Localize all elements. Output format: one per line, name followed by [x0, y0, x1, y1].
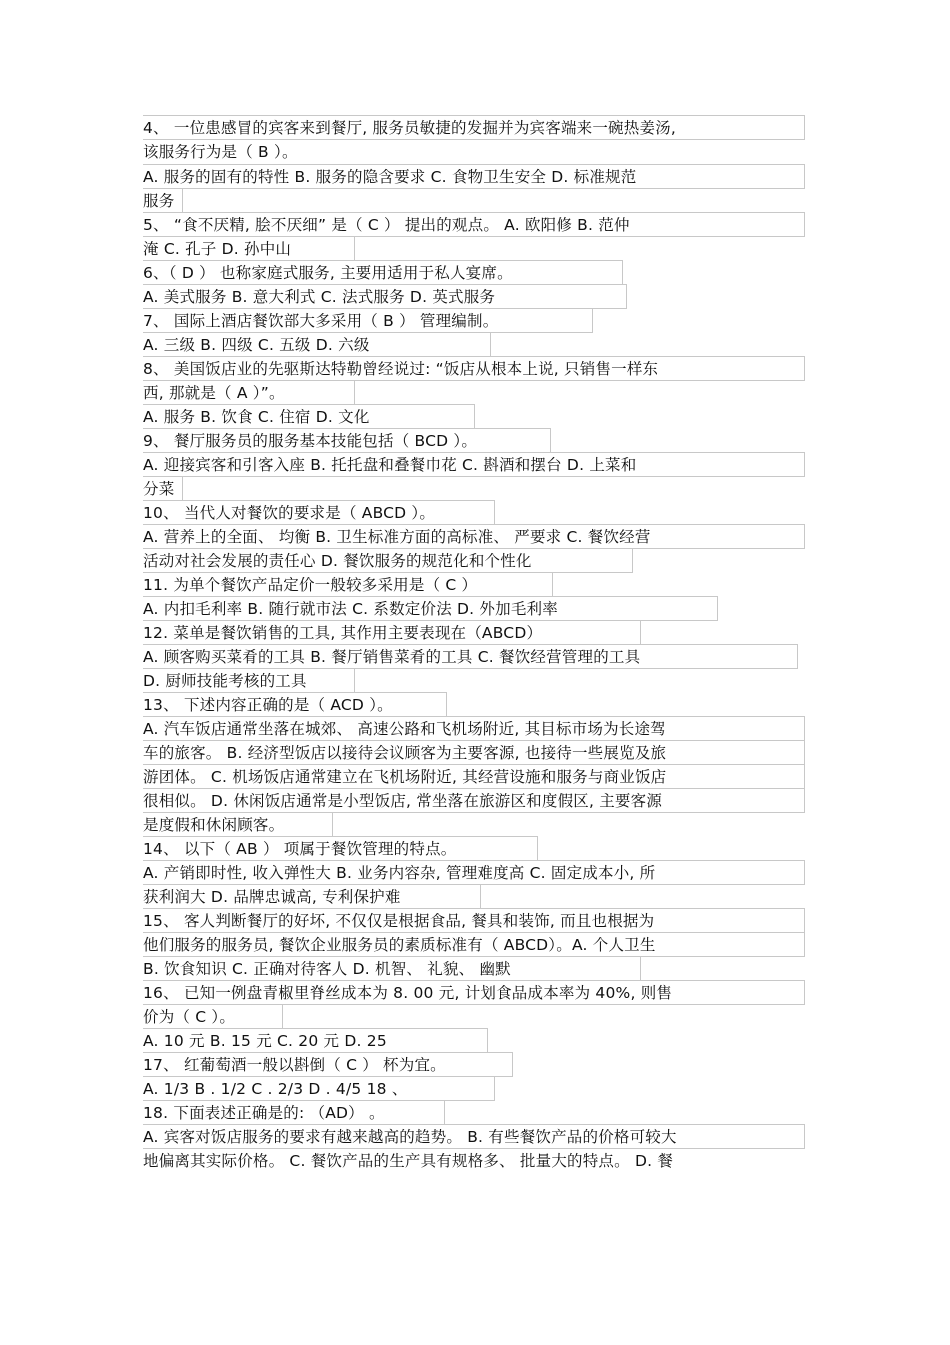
text-line: 分菜: [143, 476, 183, 501]
text-line: 11. 为单个餐饮产品定价一般较多采用是（ C ）: [143, 572, 553, 597]
text-line: 12. 菜单是餐饮销售的工具, 其作用主要表现在（ABCD）: [143, 620, 641, 645]
text-line: A. 迎接宾客和引客入座 B. 托托盘和叠餐巾花 C. 斟酒和摆台 D. 上菜和: [143, 452, 805, 477]
text-line: 5、 “食不厌精, 脍不厌细” 是（ C ） 提出的观点。 A. 欧阳修 B. 范仲: [143, 212, 805, 237]
text-line: 8、 美国饭店业的先驱斯达特勒曾经说过: “饭店从根本上说, 只销售一样东: [143, 356, 805, 381]
text-line: 13、 下述内容正确的是（ ACD ）。: [143, 692, 447, 717]
text-line: A. 产销即时性, 收入弹性大 B. 业务内容杂, 管理难度高 C. 固定成本小, 所: [143, 860, 805, 885]
text-line: 是度假和休闲顾客。: [143, 812, 333, 837]
text-line: A. 顾客购买菜肴的工具 B. 餐厅销售菜肴的工具 C. 餐饮经营管理的工具: [143, 644, 798, 669]
text-line: 他们服务的服务员, 餐饮企业服务员的素质标准有（ ABCD）。A. 个人卫生: [143, 932, 805, 957]
text-line: 6、（ D ） 也称家庭式服务, 主要用适用于私人宴席。: [143, 260, 623, 285]
text-line: A. 汽车饭店通常坐落在城郊、 高速公路和飞机场附近, 其目标市场为长途驾: [143, 716, 805, 741]
text-line: A. 宾客对饭店服务的要求有越来越高的趋势。 B. 有些餐饮产品的价格可较大: [143, 1124, 805, 1149]
text-line: A. 营养上的全面、 均衡 B. 卫生标准方面的高标准、 严要求 C. 餐饮经营: [143, 524, 805, 549]
text-line: D. 厨师技能考核的工具: [143, 668, 355, 693]
text-line: 10、 当代人对餐饮的要求是（ ABCD ）。: [143, 500, 495, 525]
text-line: A. 美式服务 B. 意大利式 C. 法式服务 D. 英式服务: [143, 284, 627, 309]
text-line: 4、 一位患感冒的宾客来到餐厅, 服务员敏捷的发掘并为宾客端来一碗热姜汤,: [143, 115, 805, 140]
text-line: A. 服务 B. 饮食 C. 住宿 D. 文化: [143, 404, 475, 429]
text-line: 西, 那就是（ A ）”。: [143, 380, 355, 405]
text-line: 7、 国际上酒店餐饮部大多采用（ B ） 管理编制。: [143, 308, 593, 333]
text-line: 16、 已知一例盘青椒里脊丝成本为 8. 00 元, 计划食品成本率为 40%, 则售: [143, 980, 805, 1005]
text-line: 车的旅客。 B. 经济型饭店以接待会议顾客为主要客源, 也接待一些展览及旅: [143, 740, 805, 765]
text-line: 价为（ C ）。: [143, 1004, 283, 1029]
text-line: 活动对社会发展的责任心 D. 餐饮服务的规范化和个性化: [143, 548, 633, 573]
text-line: 游团体。 C. 机场饭店通常建立在飞机场附近, 其经营设施和服务与商业饭店: [143, 764, 805, 789]
text-line: 18. 下面表述正确是的: （AD） 。: [143, 1100, 445, 1125]
text-line: A. 10 元 B. 15 元 C. 20 元 D. 25: [143, 1028, 488, 1053]
text-line: A. 服务的固有的特性 B. 服务的隐含要求 C. 食物卫生安全 D. 标准规范: [143, 164, 805, 189]
text-line: A. 内扣毛利率 B. 随行就市法 C. 系数定价法 D. 外加毛利率: [143, 596, 718, 621]
document-page: [143, 116, 805, 1174]
text-line: 9、 餐厅服务员的服务基本技能包括（ BCD ）。: [143, 428, 551, 453]
text-line: 很相似。 D. 休闲饭店通常是小型饭店, 常坐落在旅游区和度假区, 主要客源: [143, 788, 805, 813]
text-line: 地偏离其实际价格。 C. 餐饮产品的生产具有规格多、 批量大的特点。 D. 餐: [143, 1152, 674, 1170]
text-line: B. 饮食知识 C. 正确对待客人 D. 机智、 礼貌、 幽默: [143, 956, 641, 981]
text-line: 服务: [143, 188, 183, 213]
text-line: 17、 红葡萄酒一般以斟倒（ C ） 杯为宜。: [143, 1052, 513, 1077]
text-line: 该服务行为是（ B ）。: [143, 143, 298, 161]
text-line: 淹 C. 孔子 D. 孙中山: [143, 236, 355, 261]
text-line: 获利润大 D. 品牌忠诚高, 专利保护难: [143, 884, 481, 909]
text-line: A. 三级 B. 四级 C. 五级 D. 六级: [143, 332, 491, 357]
text-line: 15、 客人判断餐厅的好坏, 不仅仅是根据食品, 餐具和装饰, 而且也根据为: [143, 908, 805, 933]
text-line: 14、 以下（ AB ） 项属于餐饮管理的特点。: [143, 836, 538, 861]
text-line: A. 1/3 B . 1/2 C . 2/3 D . 4/5 18 、: [143, 1076, 495, 1101]
